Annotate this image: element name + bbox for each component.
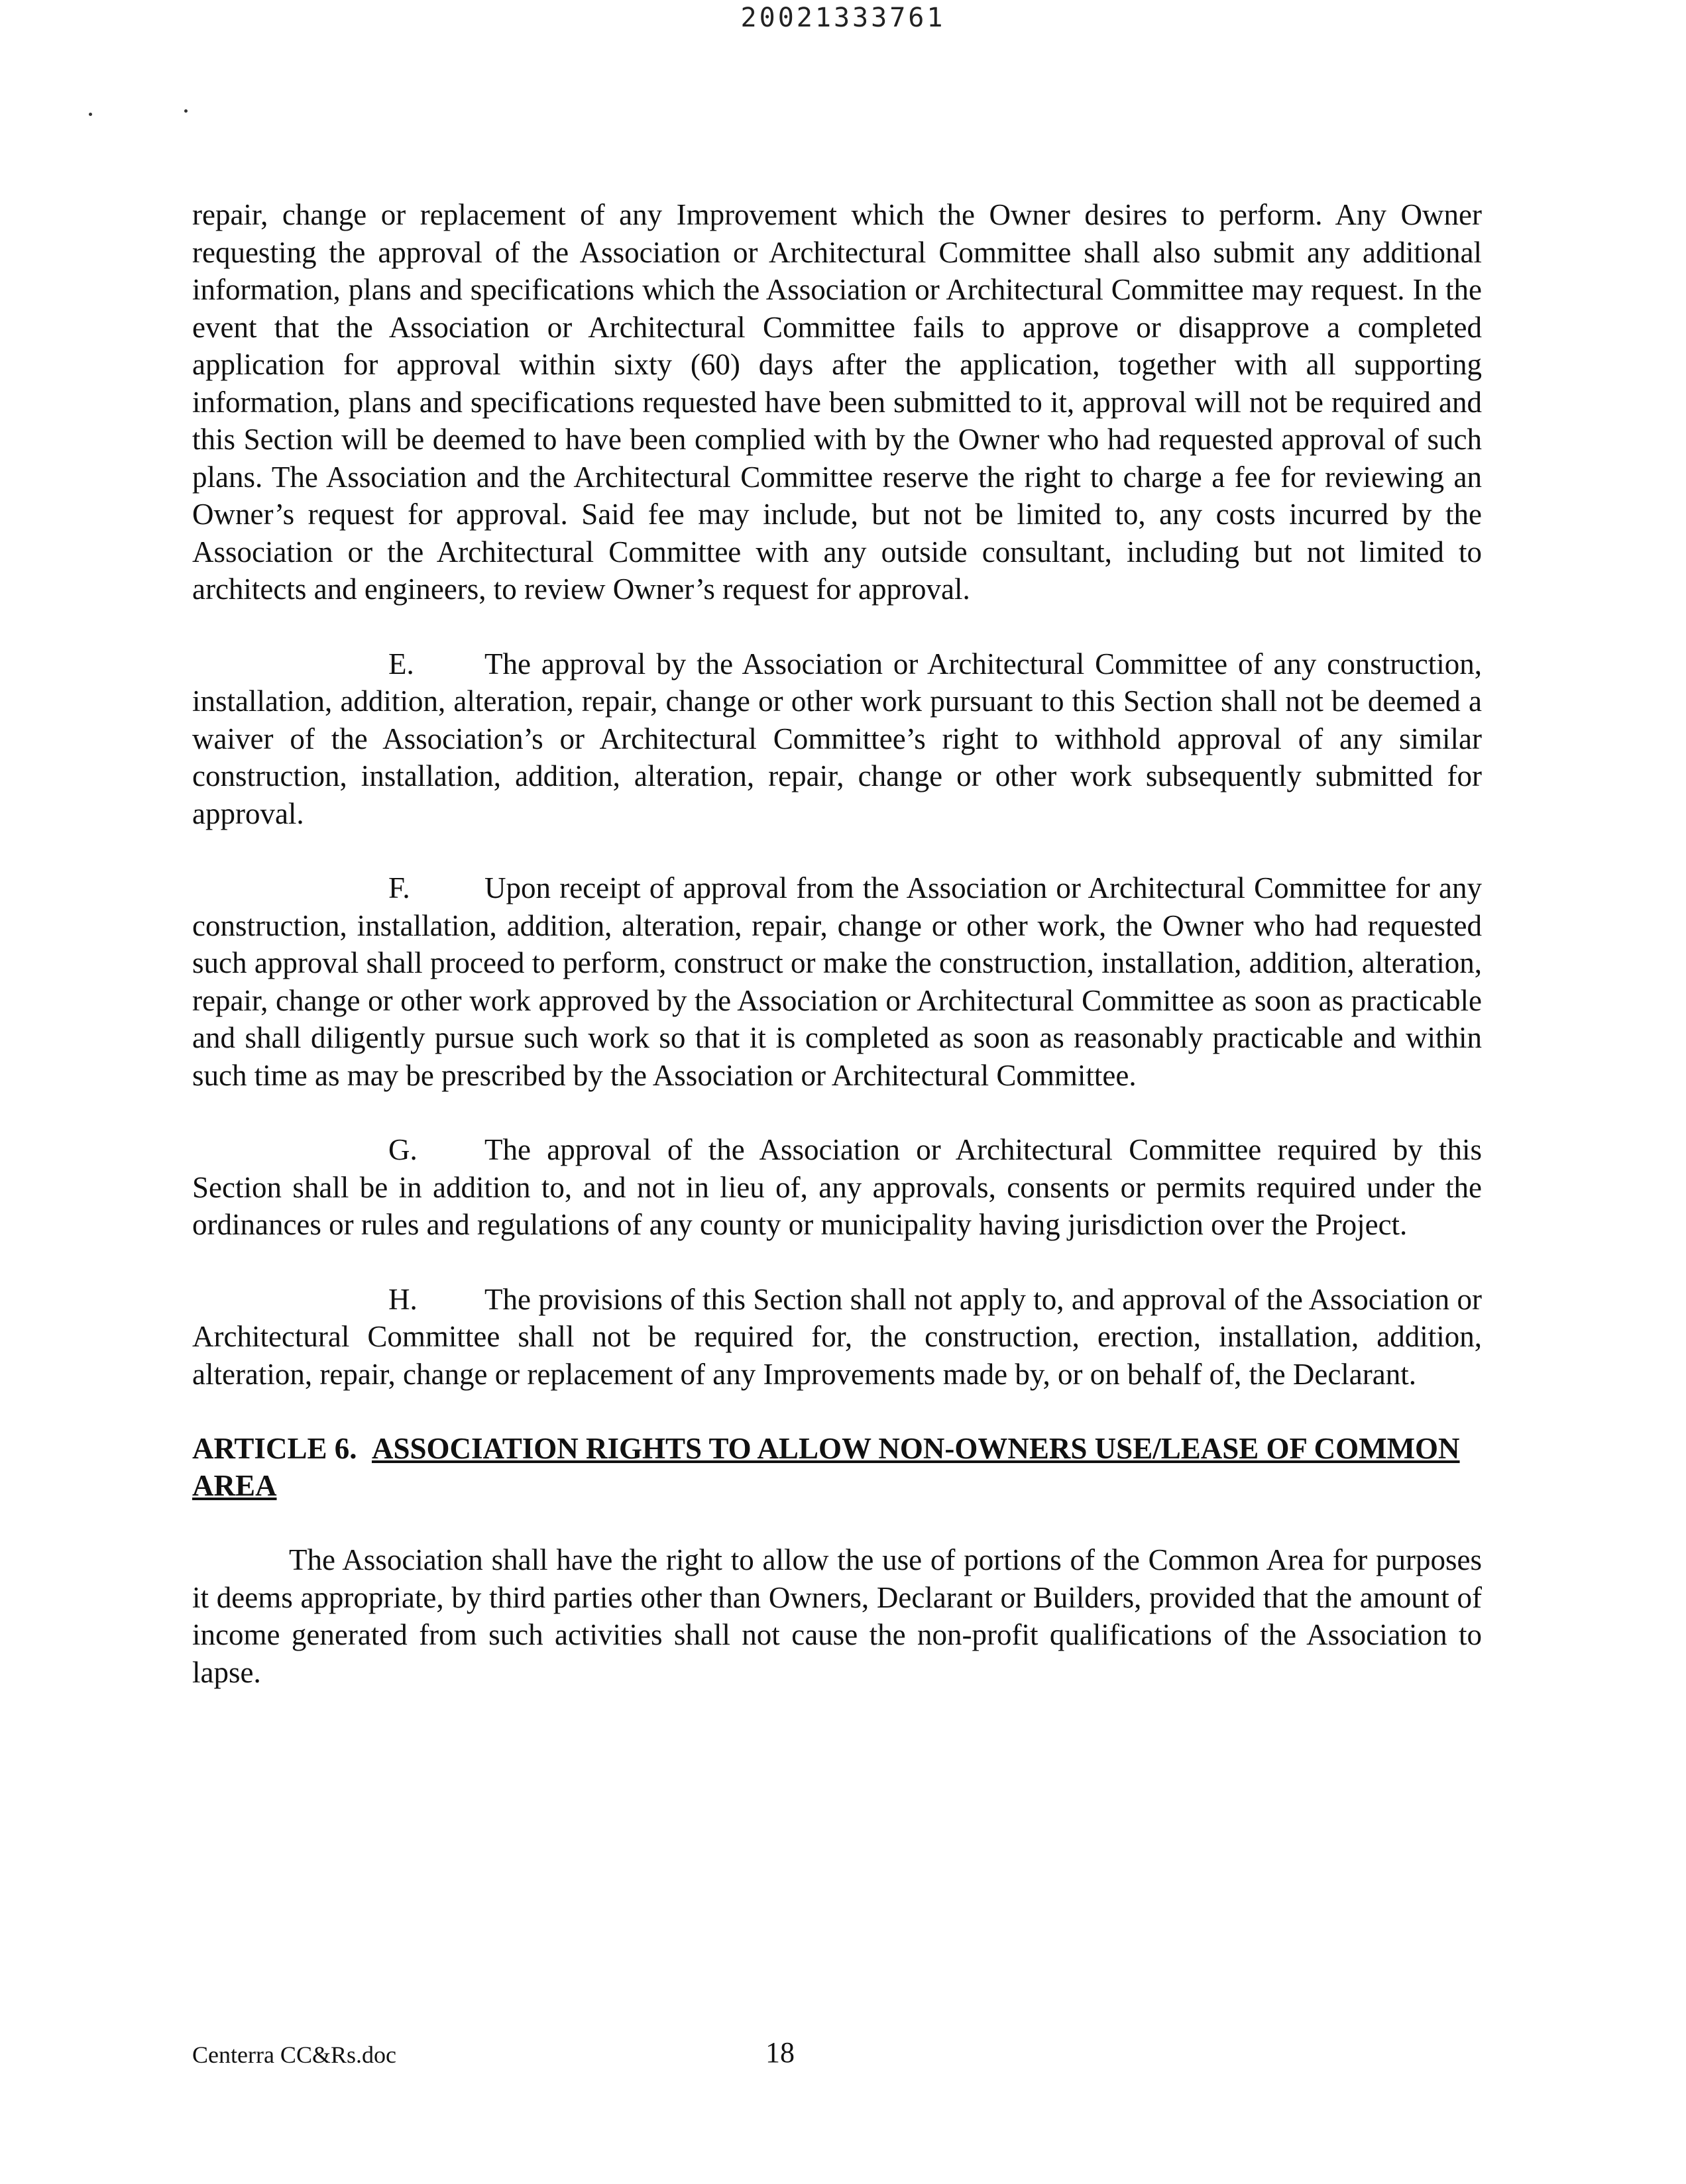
article-title: ASSOCIATION RIGHTS TO ALLOW NON-OWNERS USE/LEASE OF COMMON AREA — [192, 1432, 1460, 1502]
item-text: The approval by the Association or Architectural Committee of any construction, installation, addition, alteration, repair, change or other work pursuant to this Section shall not be deemed a waiver of the Association’s or Architectural Committee’s right to withhold approval of any similar construction, installation, addition, alteration, repair, change or other work subsequently submitted for approval. — [192, 647, 1482, 830]
continued-paragraph: repair, change or replacement of any Improvement which the Owner desires to perform. Any Owner requesting the approval of the Association or Architectural Committee shall also submit any additional information, plans and specifications which the Association or Architectural Committee may request. In the event that the Association or Architectural Committee fails to approve or disapprove a completed application for approval within sixty (60) days after the application, together with all supporting information, plans and specifications requested have been submitted to it, approval will not be required and this Section will be deemed to have been complied with by the Owner who had requested approval of such plans. The Association and the Architectural Committee reserve the right to charge a fee for reviewing an Owner’s request for approval. Said fee may include, but not be limited to, any costs incurred by the Association or the Architectural Committee with any outside consultant, including but not limited to architects and engineers, to review Owner’s request for approval. — [192, 198, 1482, 606]
item-h — [192, 1281, 1482, 1393]
item-f — [192, 869, 1482, 1094]
document-body — [192, 196, 1482, 1691]
item-text: The provisions of this Section shall not apply to, and approval of the Association or Architectural Committee shall not be required for, the construction, erection, installation, addition, alteration, repair, change or replacement of any Improvements made by, or on behalf of, the Declarant. — [192, 1282, 1482, 1391]
document-number: 20021333761 — [740, 3, 946, 33]
item-label: H. — [388, 1282, 418, 1316]
article-number: ARTICLE 6. — [192, 1432, 357, 1465]
item-text: Upon receipt of approval from the Association or Architectural Committee for any construction, installation, addition, alteration, repair, change or other work, the Owner who had requested such approval shall proceed to perform, construct or make the construction, installation, addition, alteration, repair, change or other work approved by the Association or Architectural Committee as soon as practicable and shall diligently pursue such work so that it is completed as soon as reasonably practicable and within such time as may be prescribed by the Association or Architectural Committee. — [192, 871, 1482, 1092]
item-e — [192, 645, 1482, 833]
item-label: F. — [388, 871, 410, 904]
item-label: E. — [388, 647, 414, 681]
item-text: The approval of the Association or Architectural Committee required by this Section shall be in addition to, and not in lieu of, any approvals, consents or permits required under the ordinances or rules and regulations of any county or municipality having jurisdiction over the Project. — [192, 1133, 1482, 1241]
scan-speck — [184, 109, 188, 113]
item-label: G. — [388, 1133, 418, 1166]
footer-file-name: Centerra CC&Rs.doc — [192, 2042, 396, 2068]
article-paragraph: The Association shall have the right to allow the use of portions of the Common Area for purposes it deems appropriate, by third parties other than Owners, Declarant or Builders, provided that the amount of income generated from such activities shall not cause the non-profit qualifications of the Association to lapse. — [192, 1543, 1482, 1689]
item-g — [192, 1131, 1482, 1244]
article-heading — [192, 1430, 1482, 1504]
page-number: 18 — [765, 2036, 795, 2069]
scan-speck — [89, 113, 92, 116]
